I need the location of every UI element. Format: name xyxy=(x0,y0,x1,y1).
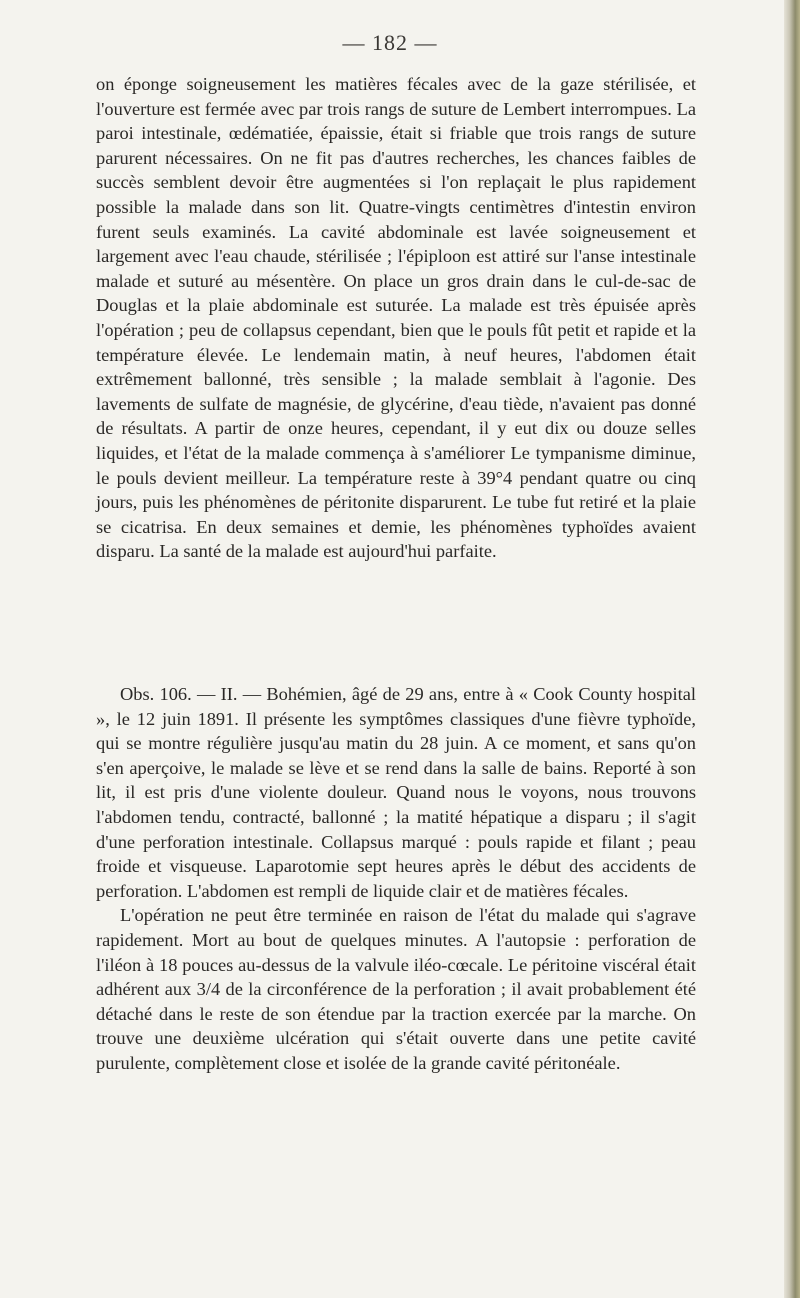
text-block-continuation xyxy=(96,72,696,564)
paragraph-observation-106: Obs. 106. — II. — Bohémien, âgé de 29 ans, entre à « Cook County hospital », le 12 juin 1891. Il présente les symptômes classiques d'une fièvre typhoïde, qui se montre régulière jusqu'au matin du 28 juin. A ce moment, et sans qu'on s'en aperçoive, le malade se lève et se rend dans la salle de bains. Reporté à son lit, il est pris d'une violente douleur. Quand nous le voyons, nous trouvons l'abdomen tendu, contracté, ballonné ; la matité hépatique a disparu ; il s'agit d'une perforation intestinale. Collapsus marqué : pouls rapide et filant ; peau froide et visqueuse. Laparotomie sept heures après le début des accidents de perforation. L'abdomen est rempli de liquide clair et de matières fécales. xyxy=(96,684,696,901)
paragraph-continuation: on éponge soigneusement les matières fécales avec de la gaze stérilisée, et l'ouverture est fermée avec par trois rangs de suture de Lembert interrompues. La paroi intestinale, œdématiée, épaissie, était si friable que trois rangs de suture parurent nécessaires. On ne fit pas d'autres recherches, les chances faibles de succès semblent devoir être augmentées si l'on replaçait le plus rapidement possible la malade dans son lit. Quatre-vingts centimètres d'intestin environ furent seuls examinés. La cavité abdominale est lavée soigneusement et largement avec l'eau chaude, stérilisée ; l'épiploon est attiré sur l'anse intestinale malade et suturé au mésentère. On place un gros drain dans le cul-de-sac de Douglas et la plaie abdominale est suturée. La malade est très épuisée après l'opération ; peu de collapsus cependant, bien que le pouls fût petit et rapide et la température élevée. Le lendemain matin, à neuf heures, l'abdomen était extrêmement ballonné, très sensible ; la malade semblait à l'agonie. Des lavements de sulfate de magnésie, de glycérine, d'eau tiède, n'avaient pas donné de résultats. A partir de onze heures, cependant, il y eut dix ou douze selles liquides, et l'état de la malade commença à s'améliorer Le tympanisme diminue, le pouls devient meilleur. La température reste à 39°4 pendant quatre ou cinq jours, puis les phénomènes de péritonite disparurent. Le tube fut retiré et la plaie se cicatrisa. En deux semaines et demie, les phénomènes typhoïdes avaient disparu. La santé de la malade est aujourd'hui parfaite. xyxy=(96,74,696,562)
page-number-header: — 182 — xyxy=(342,30,438,55)
paragraph-operation-autopsy: L'opération ne peut être terminée en raison de l'état du malade qui s'agrave rapidement. Mort au bout de quelques minutes. A l'autopsie : perforation de l'iléon à 18 pouces au-dessus de la valvule iléo-cœcale. Le péritoine viscéral était adhérent aux 3/4 de la circonférence de la perforation ; il avait probablement été détaché dans le reste de son étendue par la traction exercée par la marche. On trouve une deuxième ulcération qui s'était ouverte dans une petite cavité purulente, complètement close et isolée de la grande cavité péritonéale. xyxy=(96,905,696,1073)
page-binding-edge xyxy=(784,0,800,1298)
text-block-observation xyxy=(96,682,696,1076)
